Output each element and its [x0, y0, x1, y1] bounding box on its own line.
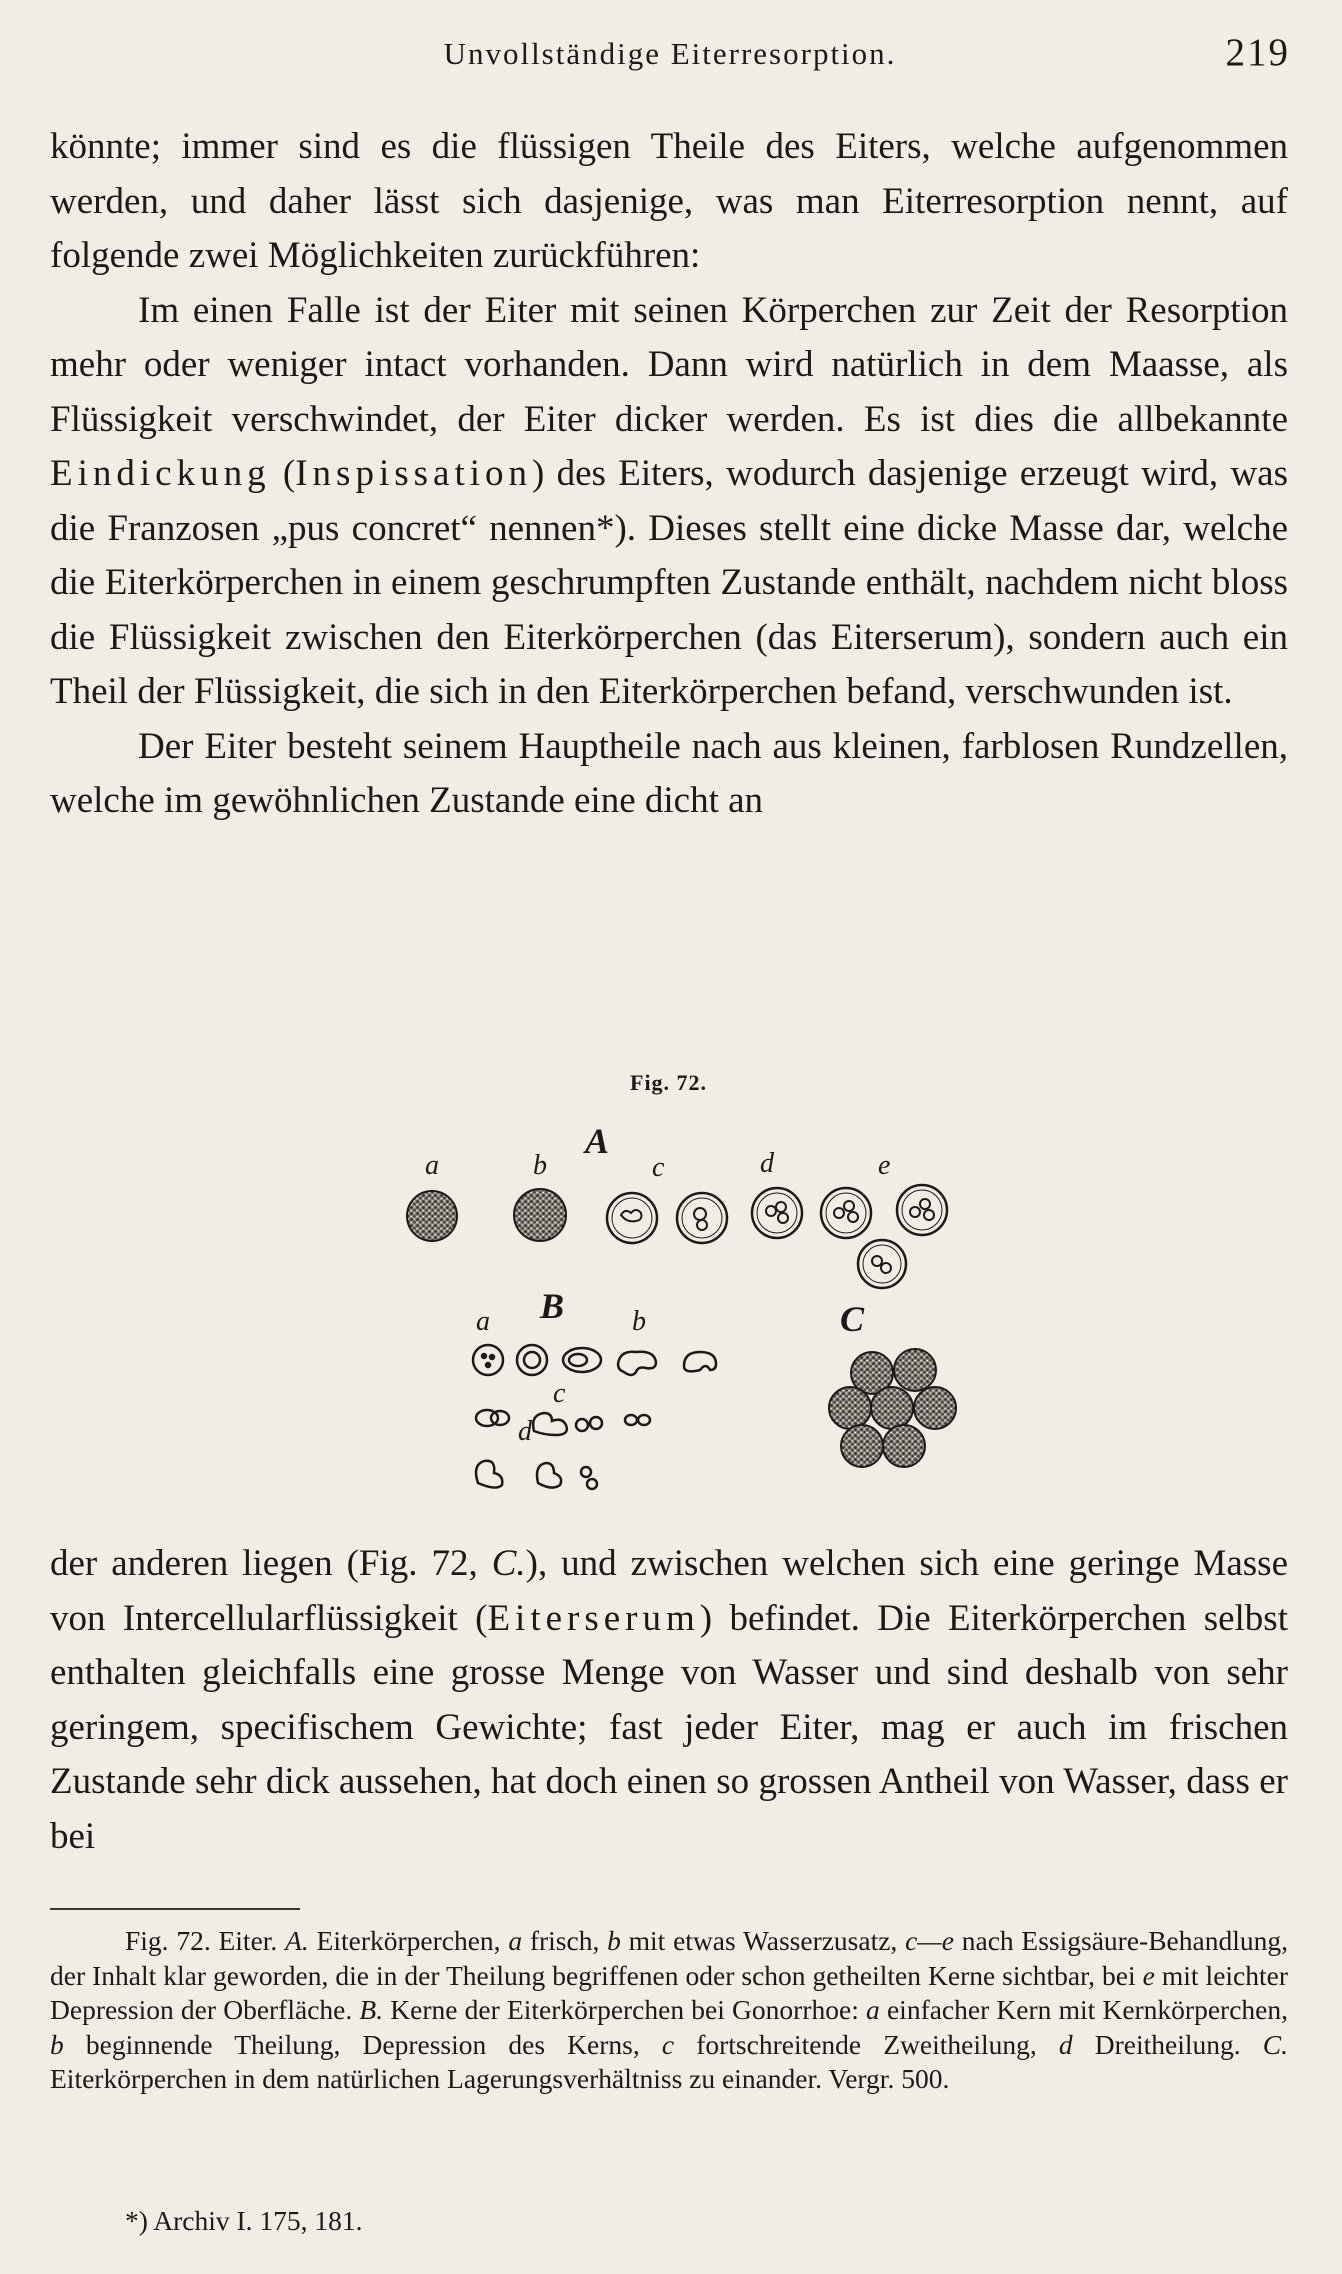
cell-c-acetic [607, 1193, 657, 1243]
italic-text: d [1058, 2028, 1073, 2060]
text-run: Eiterkörperchen, [308, 1925, 509, 1956]
text-run: Im einen Falle ist der Eiter mit seinen Körperchen zur Zeit der Resorption mehr oder weniger intact vorhanden. Dann wird natürlich in dem Maasse, als Flüssigkeit verschwindet, der Eiter dicker werden. Es ist dies die allbekannte [50, 289, 1288, 440]
group-a-cells [407, 1185, 947, 1288]
spaced-emphasis: Eiterserum [487, 1597, 700, 1639]
text-run: ), und zwischen welchen sich eine geringe Masse von Intercellularflüssigkeit ( [50, 1543, 1289, 1639]
label-a-d: d [760, 1148, 774, 1179]
group-c-cluster [829, 1349, 956, 1467]
paragraph [50, 120, 1288, 284]
text-run: frisch, [522, 1925, 608, 1956]
body-text-bottom [50, 1537, 1288, 1864]
text-run: Eiterkörperchen in dem natürlichen Lagerungsverhältniss zu einander. Vergr. 500. [50, 2063, 950, 2094]
paragraph [50, 284, 1288, 720]
cell-e2-acetic [897, 1185, 947, 1235]
footnote-archiv: *) Archiv I. 175, 181. [125, 2205, 363, 2236]
figure-legend [50, 1924, 1288, 2097]
text-run: ( [270, 453, 296, 494]
italic-text: A. [285, 1925, 309, 1956]
italic-text: c [661, 2028, 675, 2060]
italic-text: c—e [905, 1925, 954, 1956]
italic-text: b [50, 2028, 64, 2060]
page-number: 219 [1225, 31, 1290, 74]
text-run: Der Eiter besteht seinem Hauptheile nach aus kleinen, farblosen Rundzellen, welche im gewöhnlichen Zustande eine dicht an [50, 725, 1288, 821]
figure-legend-text [50, 1924, 1288, 2097]
italic-text: b [607, 1925, 621, 1956]
text-run: Fig. 72. Eiter. [125, 1925, 286, 1956]
cell-d2-acetic [752, 1188, 802, 1238]
figure-72 [380, 1068, 1000, 1508]
italic-text: a [866, 1994, 880, 2025]
text-run: könnte; immer sind es die flüssigen Theile des Eiters, welche aufgenommen werden, und daher lässt sich dasjenige, was man Eiterresorption nennt, auf folgende zwei Möglichkeiten zurückführen: [50, 126, 1288, 276]
italic-text: C. [491, 1543, 526, 1584]
footnote-divider [50, 1908, 300, 1910]
running-title: Unvollständige Eiterresorption. [443, 36, 897, 71]
group-b-nuclei [473, 1345, 716, 1489]
cell-e1-acetic [821, 1188, 871, 1238]
label-group-a: A [585, 1121, 610, 1161]
text-run: nach Essigsäure-Behandlung, der Inhalt klar geworden, die in der Theilung begriffenen oder schon getheilten Kerne sichtbar, bei [50, 1925, 1288, 1991]
label-b-c: c [553, 1378, 566, 1409]
label-a-e: e [878, 1150, 891, 1181]
text-run: der anderen liegen (Fig. 72, [50, 1543, 492, 1584]
text-run: Dreitheilung. [1072, 2028, 1263, 2060]
label-a-c: c [652, 1152, 665, 1183]
label-a-a: a [425, 1150, 439, 1181]
paragraph [50, 720, 1288, 829]
italic-text: C. [1262, 2028, 1288, 2060]
footnote-reference [50, 2204, 1288, 2239]
cell-b-water [514, 1189, 566, 1241]
text-run: Kerne der Eiterkörperchen bei Gonorrhoe: [383, 1994, 867, 2025]
text-run: ) des Eiters, wodurch dasjenige erzeugt wird, was die Franzosen „pus concret“ nennen*). Dieses stellt eine dicke Masse dar, welche die Eiterkörperchen in einem geschrumpften Zustande enthält, nachdem nicht bloss die Flüssigkeit zwischen den Eiterkörperchen (das Eiterserum), sondern auch ein Theil der Flüssigkeit, die sich in den Eiterkörperchen befand, verschwunden ist. [50, 453, 1288, 712]
italic-text: a [508, 1925, 523, 1956]
label-b-a: a [476, 1306, 490, 1337]
cell-d1-acetic [677, 1193, 727, 1243]
label-b-d: d [518, 1416, 532, 1447]
text-run: einfacher Kern mit Kernkörperchen, [879, 1994, 1288, 2025]
text-run: ) befindet. Die Eiterkörperchen selbst enthalten gleichfalls eine grosse Menge von Wasser und sind deshalb von sehr geringem, specifischem Gewichte; fast jeder Eiter, mag er auch im frischen Zustande sehr dick aussehen, hat doch einen so grossen Antheil von Wasser, dass er bei [50, 1597, 1288, 1857]
label-a-b: b [533, 1150, 547, 1181]
spaced-emphasis: Inspissation [295, 453, 532, 494]
text-run: mit leichter Depression der Oberfläche. [50, 1959, 1288, 2025]
cell-a-fresh [407, 1191, 457, 1241]
italic-text: e [1142, 1959, 1155, 1991]
italic-text: B. [359, 1994, 384, 2025]
figure-illustration [380, 1068, 1000, 1508]
spaced-emphasis: Eindickung [50, 453, 271, 494]
label-group-b: B [540, 1286, 565, 1326]
label-group-c: C [840, 1299, 865, 1339]
text-run: fortschreitende Zweitheilung, [674, 2028, 1059, 2060]
figure-title: Fig. 72. [630, 1070, 708, 1095]
label-b-b: b [632, 1306, 646, 1337]
paragraph [50, 1537, 1288, 1864]
body-text-top [50, 120, 1288, 829]
page-header [50, 30, 1290, 86]
text-run: beginnende Theilung, Depression des Kerns, [63, 2028, 662, 2060]
text-run: mit etwas Wasserzusatz, [620, 1925, 906, 1956]
cell-e3-acetic [858, 1240, 906, 1288]
